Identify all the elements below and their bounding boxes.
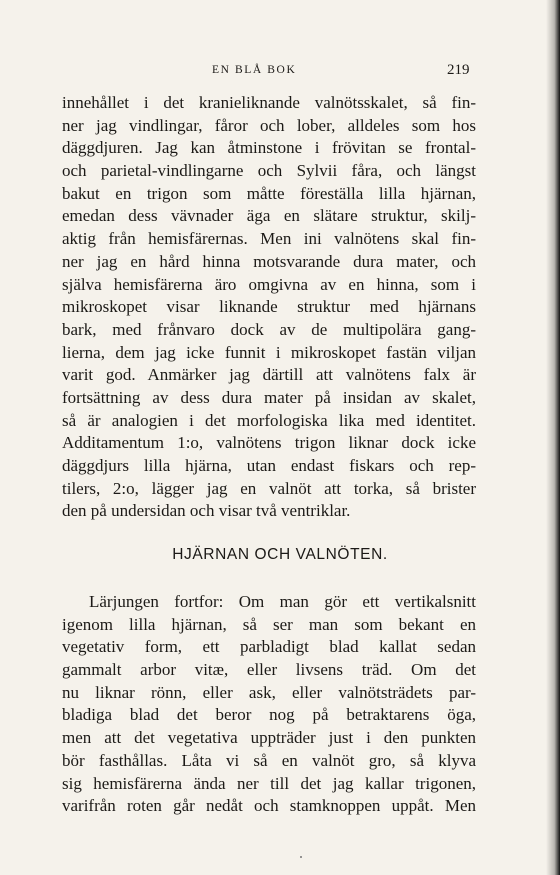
text-line: bör fasthållas. Låta vi så en valnöt gro, så klyva xyxy=(62,750,476,770)
text-line: nu liknar rönn, eller ask, eller valnötsträdets par- xyxy=(62,682,476,702)
text-line: så är analogien i det morfologiska lika med identitet. xyxy=(62,410,476,430)
text-line: sig hemisfärerna ända ner till det jag kallar trigonen, xyxy=(62,773,476,793)
running-header xyxy=(0,62,560,82)
text-line: bark, med frånvaro dock av de multipolära gang- xyxy=(62,319,476,339)
text-line: tilers, 2:o, lägger jag en valnöt att torka, så brister xyxy=(62,478,476,498)
page-number: 219 xyxy=(447,62,470,78)
text-line: innehållet i det kranieliknande valnötsskalet, så fin- xyxy=(62,93,476,112)
text-line: varit god. Anmärker jag därtill att valnötens falx är xyxy=(62,365,476,385)
text-line: ner jag en hård hinna motsvarande dura mater, och xyxy=(62,251,476,271)
page-edge-shadow xyxy=(546,0,560,875)
text-line: Additamentum 1:o, valnötens trigon liknar dock icke xyxy=(62,433,476,453)
text-line: däggdjuren. Jag kan åtminstone i frövitan se frontal- xyxy=(62,138,476,158)
paragraph xyxy=(62,591,476,818)
text-line: bladiga blad det beror nog på betraktarens öga, xyxy=(62,705,476,725)
print-speck xyxy=(300,856,302,858)
text-line: gammalt arbor vitæ, eller livsens träd. Om det xyxy=(62,660,476,680)
text-line: och parietal-vindlingarne och Sylvii fåra, och längst xyxy=(62,161,476,181)
text-line: mikroskopet visar liknande struktur med hjärnans xyxy=(62,297,476,317)
text-line: däggdjurs lilla hjärna, utan endast fiskars och rep- xyxy=(62,456,476,475)
text-line: lierna, dem jag icke funnit i mikroskopet fastän viljan xyxy=(62,342,476,362)
text-line: men att det vegetativa uppträder just i den punkten xyxy=(62,728,476,748)
text-line: aktig från hemisfärernas. Men ini valnötens skal fin- xyxy=(62,229,476,249)
text-line: igenom lilla hjärnan, så ser man som bekant en xyxy=(62,614,476,634)
text-line: Lärjungen fortfor: Om man gör ett vertikalsnitt xyxy=(89,592,476,611)
section-heading: HJÄRNAN OCH VALNÖTEN. xyxy=(172,546,388,563)
text-line: den på undersidan och visar två ventriklar. xyxy=(62,501,351,521)
text-line: varifrån roten går nedåt och stamknoppen uppåt. Men xyxy=(62,796,476,816)
text-line: bakut en trigon som måtte föreställa lilla hjärnan, xyxy=(62,183,476,203)
text-line: vegetativ form, ett parbladigt blad kallat sedan xyxy=(62,637,476,657)
paragraph-continued xyxy=(62,92,476,523)
text-line: emedan dess vävnader äga en slätare struktur, skilj- xyxy=(62,206,476,226)
running-title: EN BLÅ BOK xyxy=(212,64,297,76)
text-line: själva hemisfärerna äro omgivna av en hinna, som i xyxy=(62,274,476,294)
text-line: fortsättning av dess dura mater på insidan av skalet, xyxy=(62,387,476,407)
text-line: ner jag vindlingar, fåror och lober, alldeles som hos xyxy=(62,115,476,135)
